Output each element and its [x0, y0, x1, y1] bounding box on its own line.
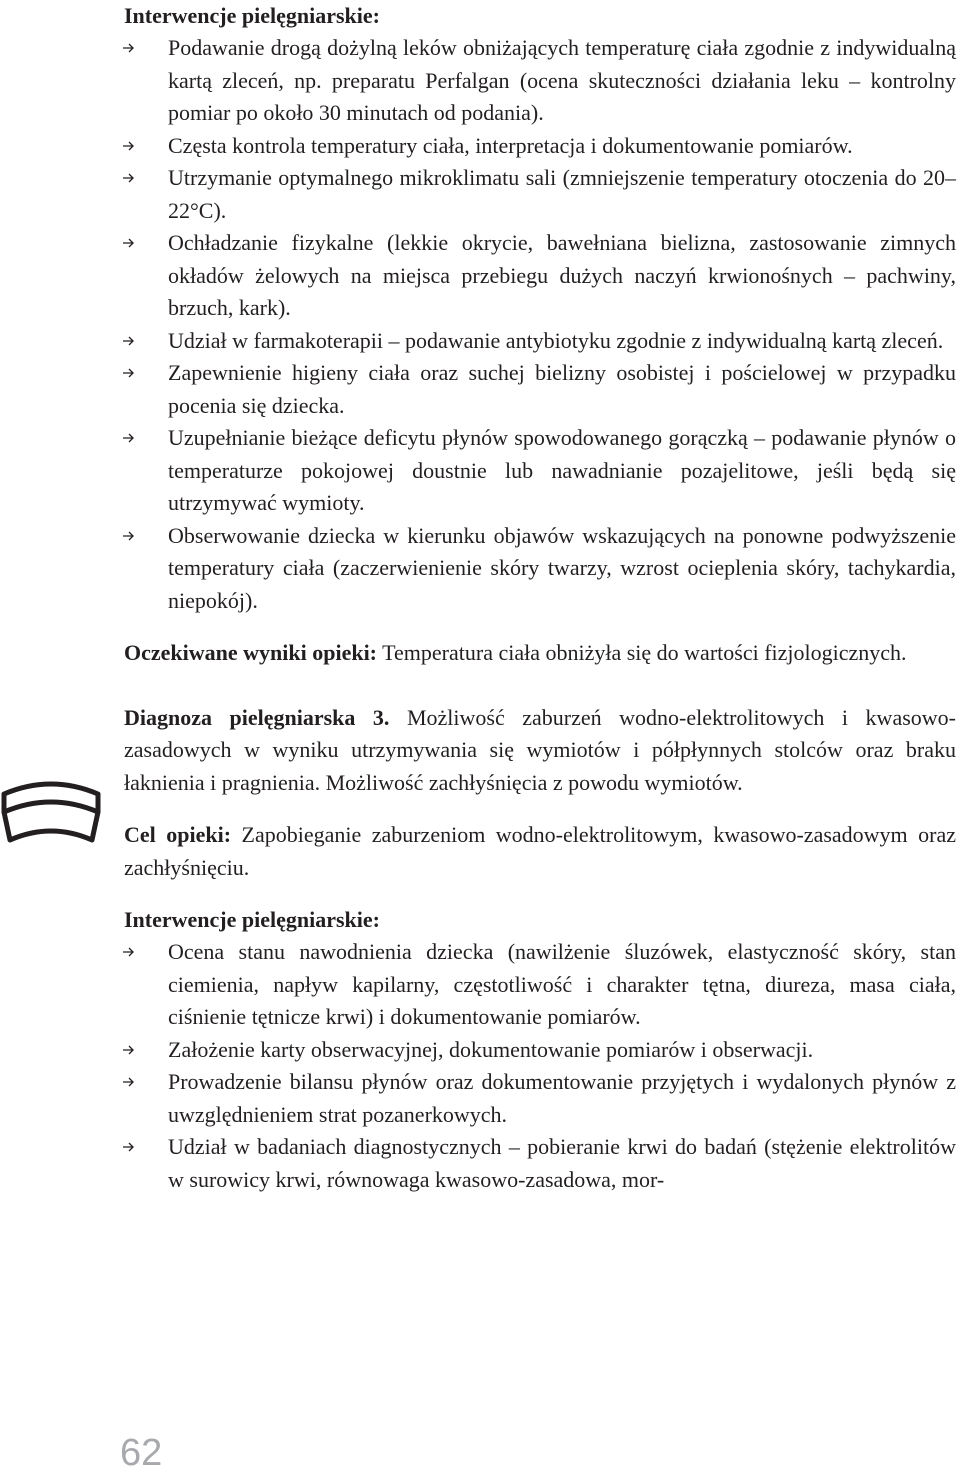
care-goal-label: Cel opieki: — [124, 822, 232, 847]
section-interventions-2 — [124, 904, 956, 1196]
list-item-text: Zapewnienie higieny ciała oraz suchej bielizny osobistej i pościelowej w przypadku pocenia się dziecka. — [168, 360, 956, 418]
list-item — [124, 227, 956, 325]
nursing-diagnosis-text: Możliwość zaburzeń wodno-elektrolitowych i kwasowo-zasadowych w wyniku utrzymywania się wymiotów i półpłynnych stolców oraz braku łaknienia i pragnienia. Możliwość zachłyśnięcia z powodu wymiotów. — [124, 704, 956, 795]
care-goal — [124, 819, 956, 884]
arrow-right-icon — [122, 1141, 135, 1153]
arrow-right-icon — [122, 237, 135, 249]
nursing-diagnosis — [124, 702, 956, 800]
list-item — [124, 325, 956, 358]
section-title: Interwencje pielęgniarskie: — [124, 907, 380, 932]
arrow-right-icon — [122, 1044, 135, 1056]
list-item — [124, 130, 956, 163]
care-goal-text: Zapobieganie zaburzeniom wodno-elektrolitowym, kwasowo-zasadowym oraz zachłyśnięciu. — [124, 822, 956, 880]
arrow-right-icon — [122, 1076, 135, 1088]
expected-outcome-label: Oczekiwane wyniki opieki: — [124, 640, 378, 665]
list-item — [124, 422, 956, 520]
list-item-text: Ochładzanie fizykalne (lekkie okrycie, bawełniana bielizna, zastosowanie zimnych okładów żelowych na miejsca przebiegu dużych naczyń krwionośnych – pachwiny, brzuch, kark). — [168, 230, 956, 320]
section-interventions-1 — [124, 0, 956, 617]
arrow-right-icon — [122, 172, 135, 184]
arrow-right-icon — [122, 367, 135, 379]
list-item-text: Udział w badaniach diagnostycznych – pobieranie krwi do badań (stężenie elektrolitów w surowicy krwi, równowaga kwasowo-zasadowa, mor- — [168, 1134, 956, 1192]
list-item — [124, 520, 956, 618]
arrow-right-icon — [122, 946, 135, 958]
interventions-list — [124, 936, 956, 1196]
list-item-text: Utrzymanie optymalnego mikroklimatu sali (zmniejszenie temperatury otoczenia do 20–22°C). — [168, 165, 956, 223]
nursing-diagnosis-label: Diagnoza pielęgniarska 3. — [124, 704, 390, 730]
list-item-text: Ocena stanu nawodnienia dziecka (nawilżenie śluzówek, elastyczność skóry, stan ciemienia, napływ kapilarny, częstotliwość i charakter tętna, diureza, masa ciała, ciśnienie tętnicze krwi) i dokumentowanie pomiarów. — [168, 939, 956, 1029]
list-item-text: Podawanie drogą dożylną leków obniżających temperaturę ciała zgodnie z indywidualną kartą zleceń, np. preparatu Perfalgan (ocena skuteczności działania leku – kontrolny pomiar po około 30 minutach od podania). — [168, 35, 956, 125]
arrow-right-icon — [122, 432, 135, 444]
list-item — [124, 1131, 956, 1196]
list-item-text: Obserwowanie dziecka w kierunku objawów wskazujących na ponowne podwyższenie temperatury ciała (zaczerwienienie skóry twarzy, wzrost ocieplenia skóry, tachykardia, niepokój). — [168, 522, 956, 613]
list-item — [124, 1066, 956, 1131]
list-item — [124, 936, 956, 1034]
page-content — [124, 0, 956, 1196]
list-item — [124, 357, 956, 422]
arrow-right-icon — [122, 335, 135, 347]
list-item-text: Prowadzenie bilansu płynów oraz dokumentowanie przyjętych i wydalonych płynów z uwzględnieniem strat pozanerkowych. — [168, 1069, 956, 1127]
expected-outcome-text: Temperatura ciała obniżyła się do wartości fizjologicznych. — [377, 640, 907, 665]
arrow-right-icon — [122, 530, 135, 542]
list-item-text: Częsta kontrola temperatury ciała, interpretacja i dokumentowanie pomiarów. — [168, 132, 853, 158]
list-item — [124, 162, 956, 227]
bookmark-band-icon — [0, 770, 102, 846]
interventions-list — [124, 32, 956, 617]
list-item — [124, 1034, 956, 1067]
arrow-right-icon — [122, 140, 135, 152]
page-number: 62 — [120, 1432, 163, 1474]
section-title: Interwencje pielęgniarskie: — [124, 3, 380, 28]
expected-outcome — [124, 637, 956, 670]
list-item — [124, 32, 956, 130]
list-item-text: Udział w farmakoterapii – podawanie antybiotyku zgodnie z indywidualną kartą zleceń. — [168, 327, 944, 353]
list-item-text: Założenie karty obserwacyjnej, dokumentowanie pomiarów i obserwacji. — [168, 1036, 814, 1062]
list-item-text: Uzupełnianie bieżące deficytu płynów spowodowanego gorączką – podawanie płynów o temperaturze pokojowej doustnie lub nawadnianie pozajelitowe, jeśli będą się utrzymywać wymioty. — [168, 425, 956, 515]
arrow-right-icon — [122, 42, 135, 54]
